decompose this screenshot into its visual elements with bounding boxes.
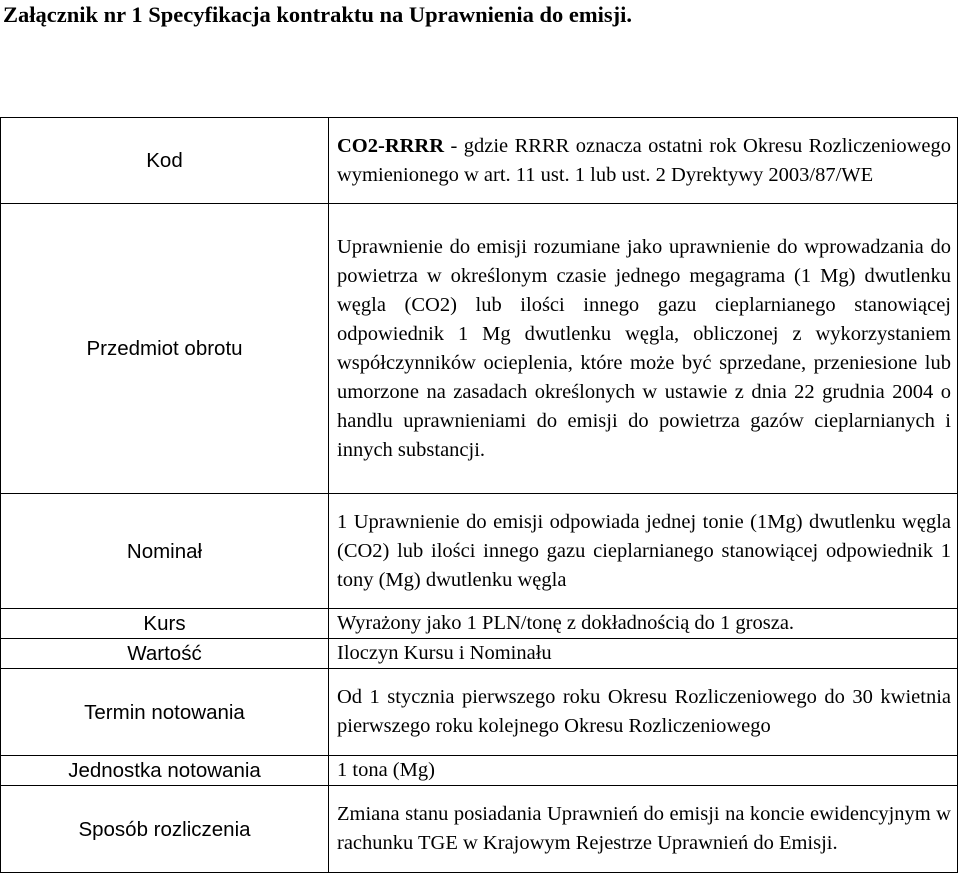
page-title: Załącznik nr 1 Specyfikacja kontraktu na Uprawnienia do emisji.: [3, 2, 633, 27]
row-value-kurs: Wyrażony jako 1 PLN/tonę z dokładnością do 1 grosza.: [329, 609, 958, 639]
table-row-kod: [1, 118, 958, 204]
table-row-sposob-rozliczenia: [1, 786, 958, 873]
table-row-nominal: [1, 494, 958, 609]
code-format-description: - gdzie RRRR oznacza ostatni rok Okresu Rozliczeniowego wymienionego w art. 11 ust. 1 lub ust. 2 Dyrektywy 2003/87/WE: [337, 134, 951, 186]
row-value-kod: [329, 118, 958, 204]
row-value-termin-notowania: Od 1 stycznia pierwszego roku Okresu Rozliczeniowego do 30 kwietnia pierwszego roku kolejnego Okresu Rozliczeniowego: [329, 669, 958, 756]
row-value-jednostka-notowania: 1 tona (Mg): [329, 756, 958, 786]
row-value-wartosc: Iloczyn Kursu i Nominału: [329, 639, 958, 669]
row-value-przedmiot-obrotu: Uprawnienie do emisji rozumiane jako uprawnienie do wprowadzania do powietrza w określonym czasie jednego megagrama (1 Mg) dwutlenku węgla (CO2) lub ilości innego gazu cieplarnianego stanowiącej odpowiednik 1 Mg dwutlenku węgla, obliczonej z wykorzystaniem współczynników ocieplenia, które może być sprzedane, przeniesione lub umorzone na zasadach określonych w ustawie z dnia 22 grudnia 2004 o handlu uprawnieniami do emisji do powietrza gazów cieplarnianych i innych substancji.: [329, 204, 958, 494]
row-label-termin-notowania: Termin notowania: [1, 669, 329, 756]
table-row-przedmiot-obrotu: [1, 204, 958, 494]
row-value-nominal: 1 Uprawnienie do emisji odpowiada jednej tonie (1Mg) dwutlenku węgla (CO2) lub ilości innego gazu cieplarnianego stanowiącej odpowiednik 1 tony (Mg) dwutlenku węgla: [329, 494, 958, 609]
specification-table: [0, 117, 958, 873]
table-row-kurs: [1, 609, 958, 639]
row-label-kod: Kod: [1, 118, 329, 204]
row-label-przedmiot-obrotu: Przedmiot obrotu: [1, 204, 329, 494]
row-label-wartosc: Wartość: [1, 639, 329, 669]
row-label-sposob-rozliczenia: Sposób rozliczenia: [1, 786, 329, 873]
table-row-wartosc: [1, 639, 958, 669]
table-row-termin-notowania: [1, 669, 958, 756]
row-label-kurs: Kurs: [1, 609, 329, 639]
row-label-jednostka-notowania: Jednostka notowania: [1, 756, 329, 786]
row-label-nominal: Nominał: [1, 494, 329, 609]
row-value-sposob-rozliczenia: Zmiana stanu posiadania Uprawnień do emisji na koncie ewidencyjnym w rachunku TGE w Krajowym Rejestrze Uprawnień do Emisji.: [329, 786, 958, 873]
table-row-jednostka-notowania: [1, 756, 958, 786]
code-format-bold: CO2-RRRR: [337, 134, 445, 157]
